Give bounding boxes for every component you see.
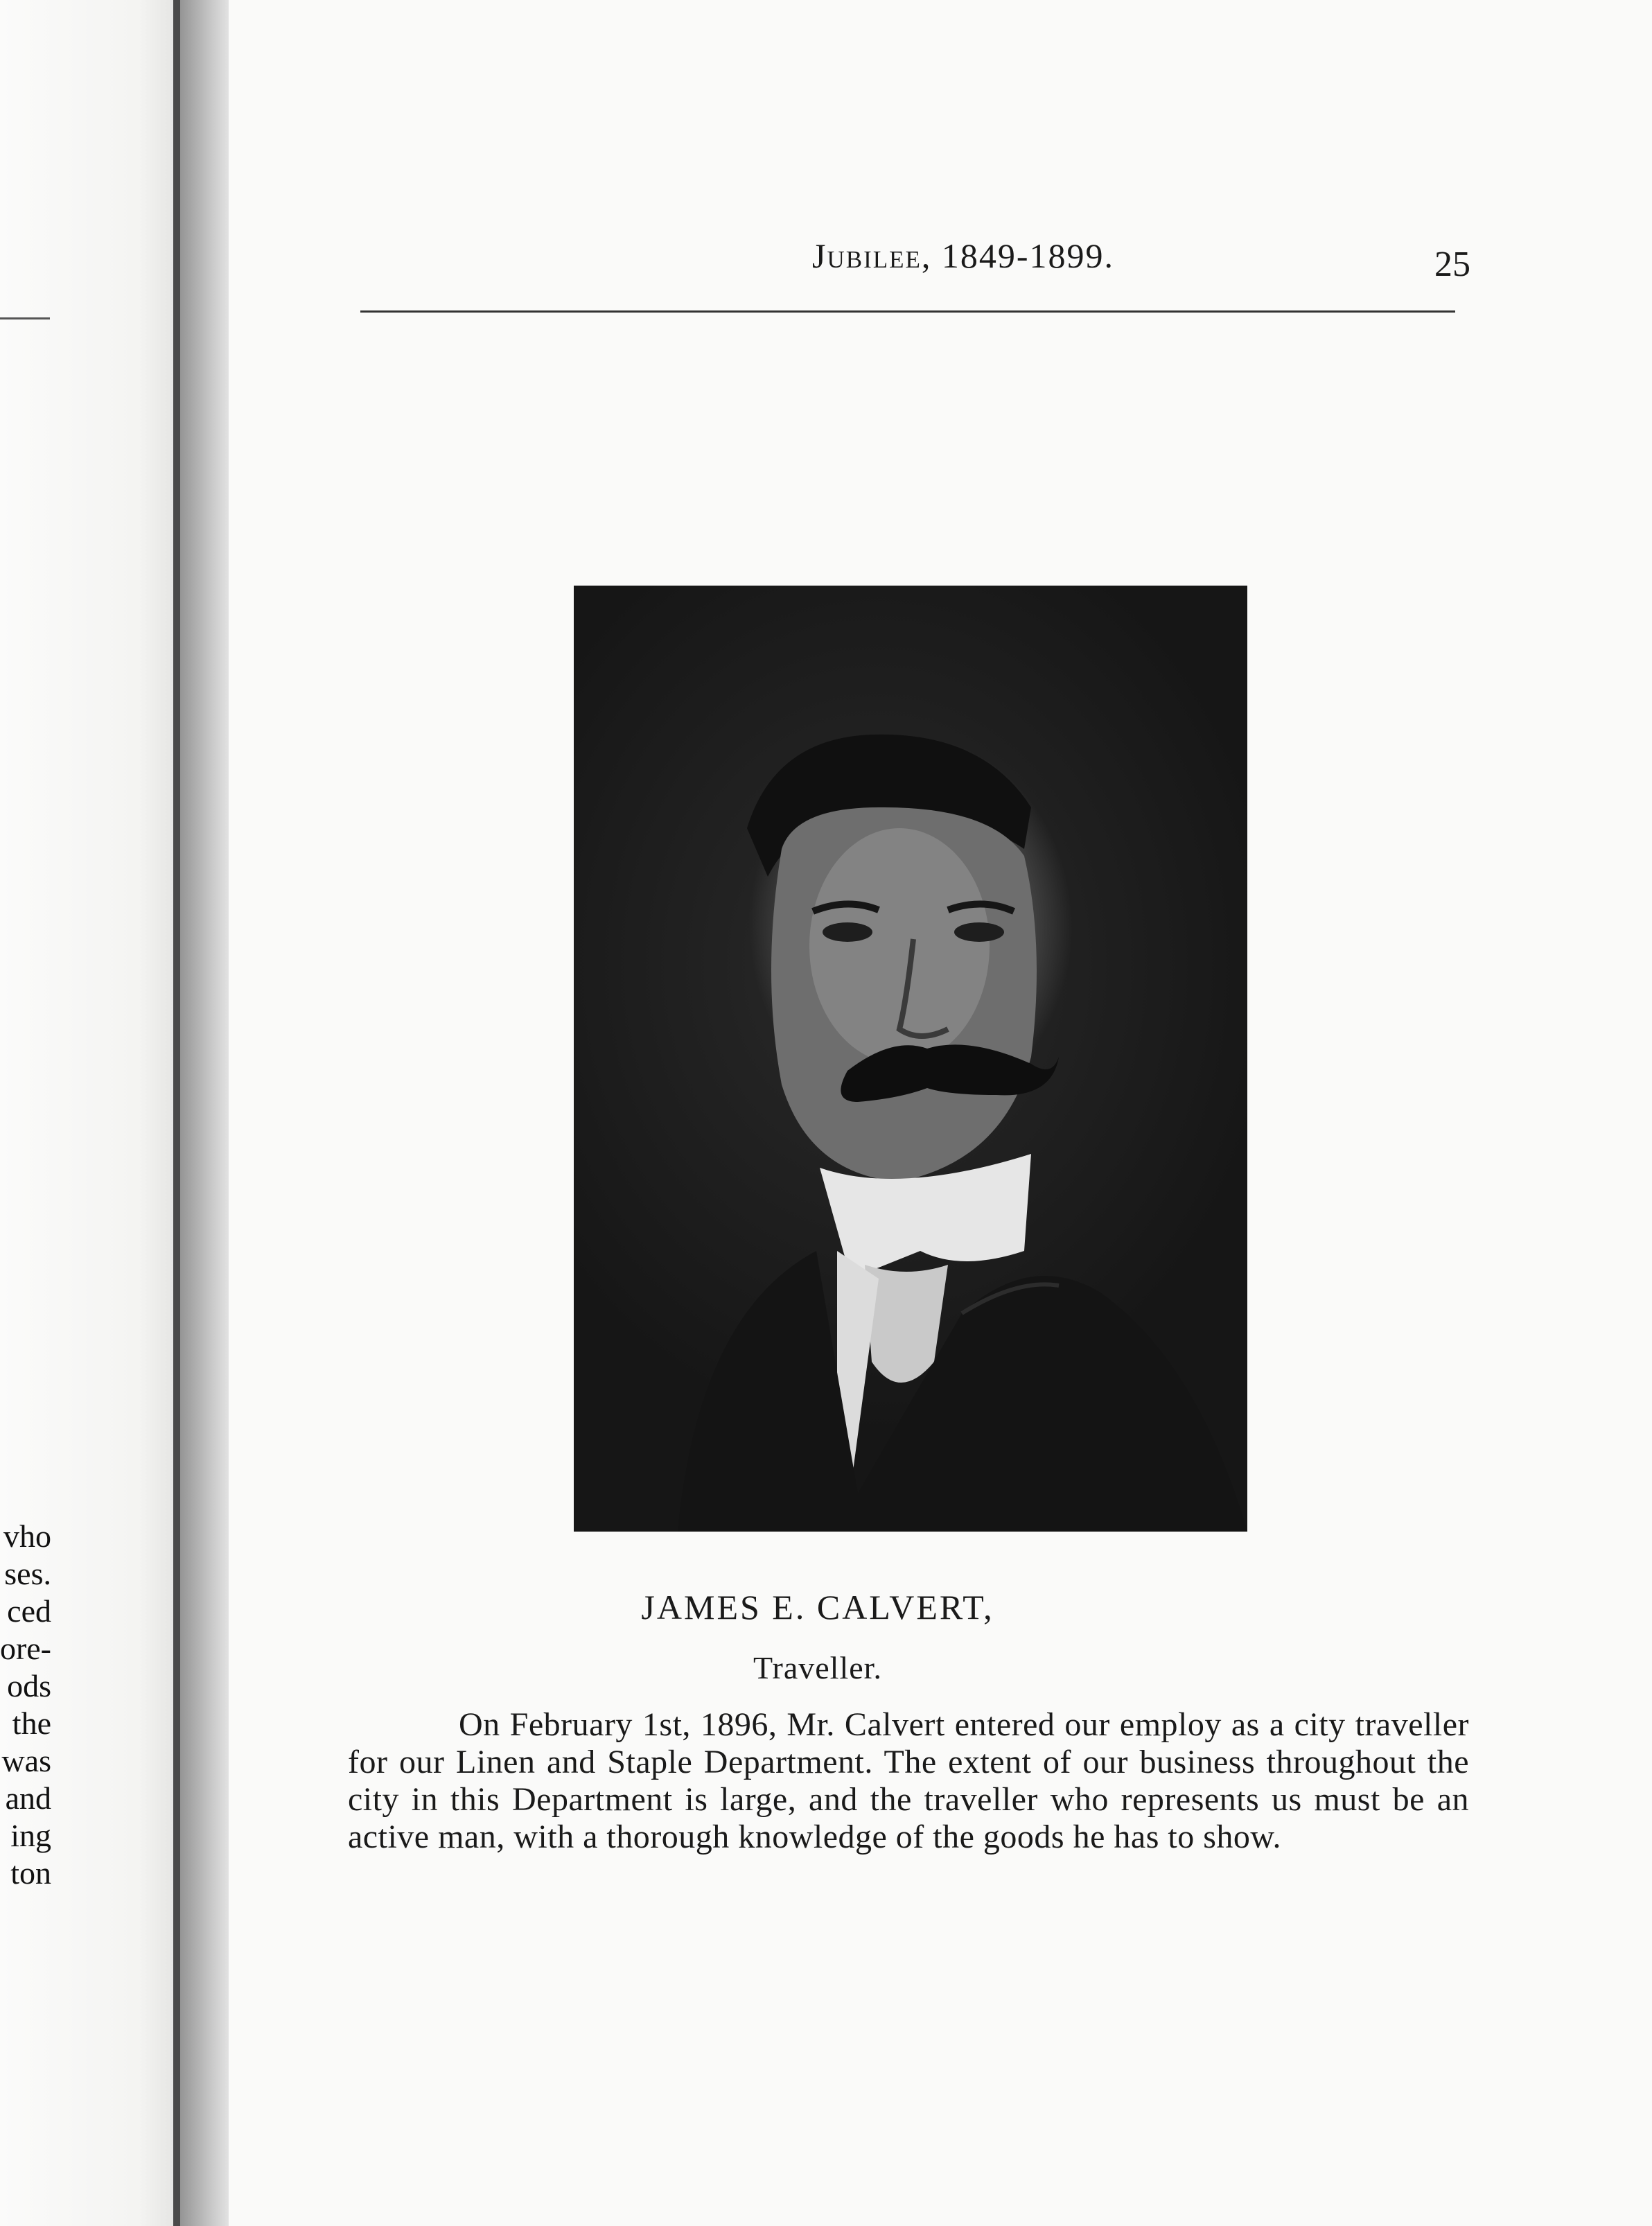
facing-line: was [1,1743,51,1778]
facing-line: ced [7,1593,51,1629]
portrait-illustration [574,586,1247,1532]
running-head [589,236,1337,298]
facing-line: ses. [4,1556,51,1591]
gutter-shadow [173,0,180,2226]
facing-line: vho [3,1518,51,1554]
facing-line: the [12,1706,51,1741]
facing-line: ton [10,1855,51,1891]
body-paragraph-text: On February 1st, 1896, Mr. Calvert entered our employ as a city traveller for our Linen and Staple Department. The extent of our business throughout the city in this Department is large, and the traveller who represents us must be an active man, with a thorough knowledge of the goods he has to show. [348,1706,1469,1855]
page-number: 25 [1434,245,1470,284]
facing-page-rule [0,317,50,319]
caption-role: Traveller. [753,1650,882,1685]
facing-line: ods [7,1668,51,1703]
facing-page-text [0,1518,51,1892]
facing-line: ore- [0,1631,51,1666]
portrait-photograph [574,586,1247,1532]
header-rule [360,310,1455,313]
caption-name: JAMES E. CALVERT, [641,1588,994,1627]
running-title: Jubilee, 1849-1899. [811,236,1115,275]
facing-line: and [5,1780,51,1816]
book-gutter [173,0,229,2226]
facing-line: ing [10,1818,51,1853]
book-page [229,0,1652,2226]
body-paragraph [348,1706,1469,1856]
facing-page [0,0,173,2226]
